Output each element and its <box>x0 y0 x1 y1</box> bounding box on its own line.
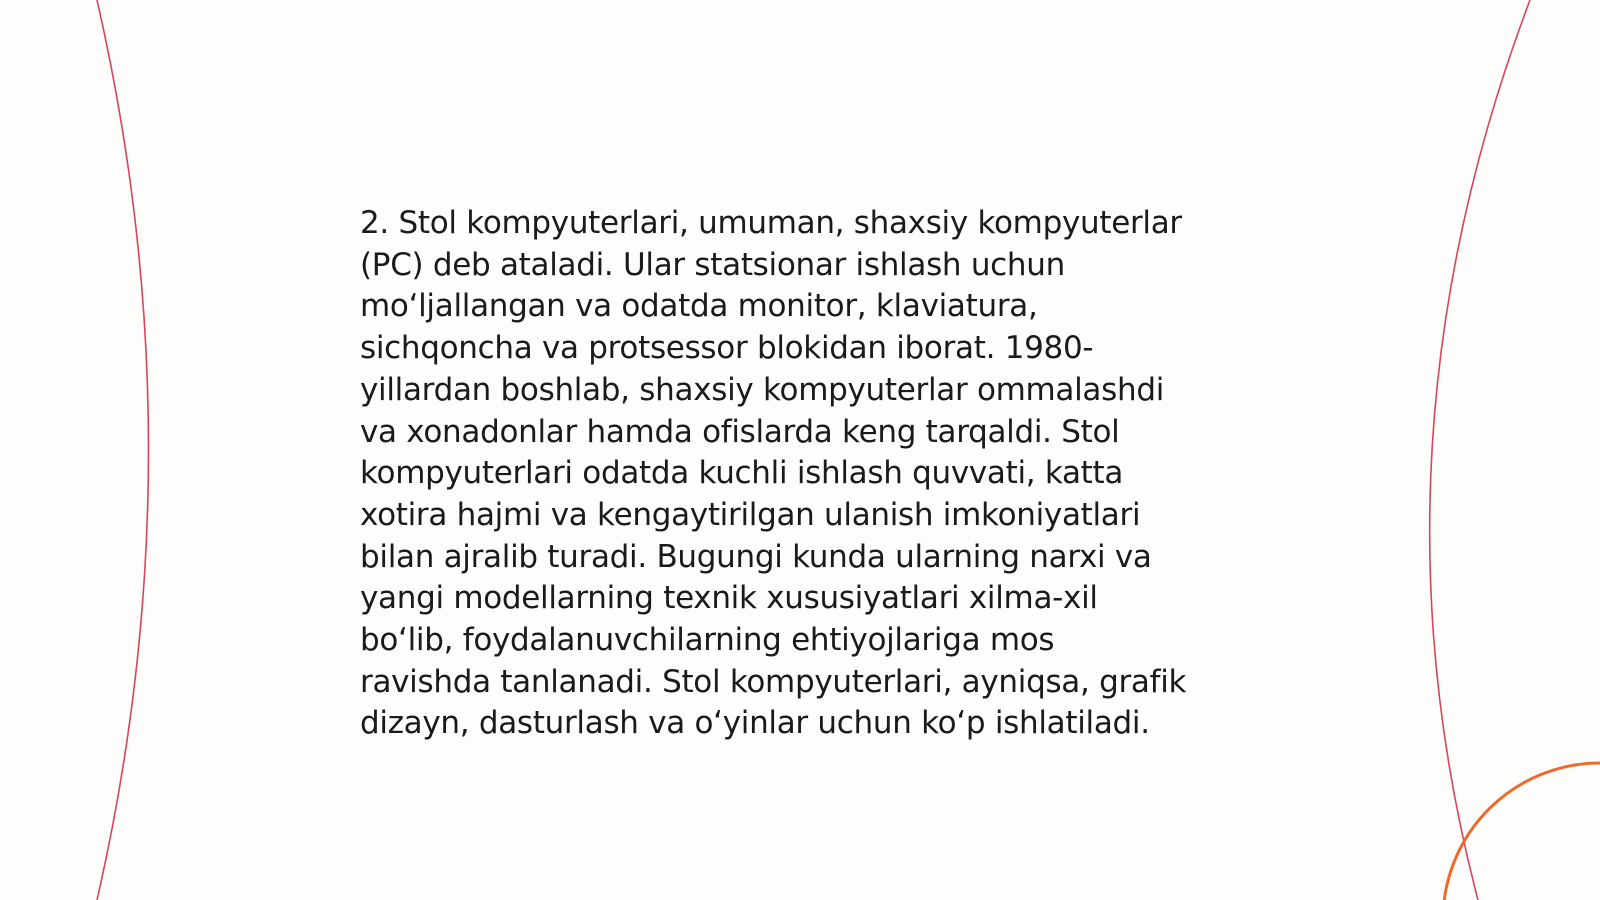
left-curve-line <box>97 0 149 900</box>
body-paragraph <box>360 203 1240 745</box>
paragraph-line: 2. Stol kompyuterlari, umuman, shaxsiy kompyuterlar <box>360 205 1182 241</box>
paragraph-line: ravishda tanlanadi. Stol kompyuterlari, ayniqsa, grafik <box>360 663 1187 700</box>
paragraph-line: (PC) deb ataladi. Ular statsionar ishlash uchun <box>360 246 1065 283</box>
paragraph-line: yillardan boshlab, shaxsiy kompyuterlar ommalashdi <box>360 371 1165 408</box>
right-curve-line <box>1430 0 1530 900</box>
paragraph-line: sichqoncha va protsessor blokidan iborat. 1980- <box>360 330 1094 367</box>
paragraph-line: mo‘ljallangan va odatda monitor, klaviatura, <box>360 288 1038 325</box>
paragraph-line: yangi modellarning texnik xususiyatlari xilma-xil <box>360 580 1098 617</box>
paragraph-line: dizayn, dasturlash va o‘yinlar uchun ko‘p ishlatiladi. <box>360 705 1150 742</box>
paragraph-line: bilan ajralib turadi. Bugungi kunda ularning narxi va <box>360 538 1152 575</box>
paragraph-line: kompyuterlari odatda kuchli ishlash quvvati, katta <box>360 455 1124 492</box>
paragraph-line: xotira hajmi va kengaytirilgan ulanish imkoniyatlari <box>360 496 1141 533</box>
paragraph-line: bo‘lib, foydalanuvchilarning ehtiyojlariga mos <box>360 622 1055 659</box>
orange-arc <box>1443 763 1600 900</box>
paragraph-line: va xonadonlar hamda ofislarda keng tarqaldi. Stol <box>360 413 1120 450</box>
